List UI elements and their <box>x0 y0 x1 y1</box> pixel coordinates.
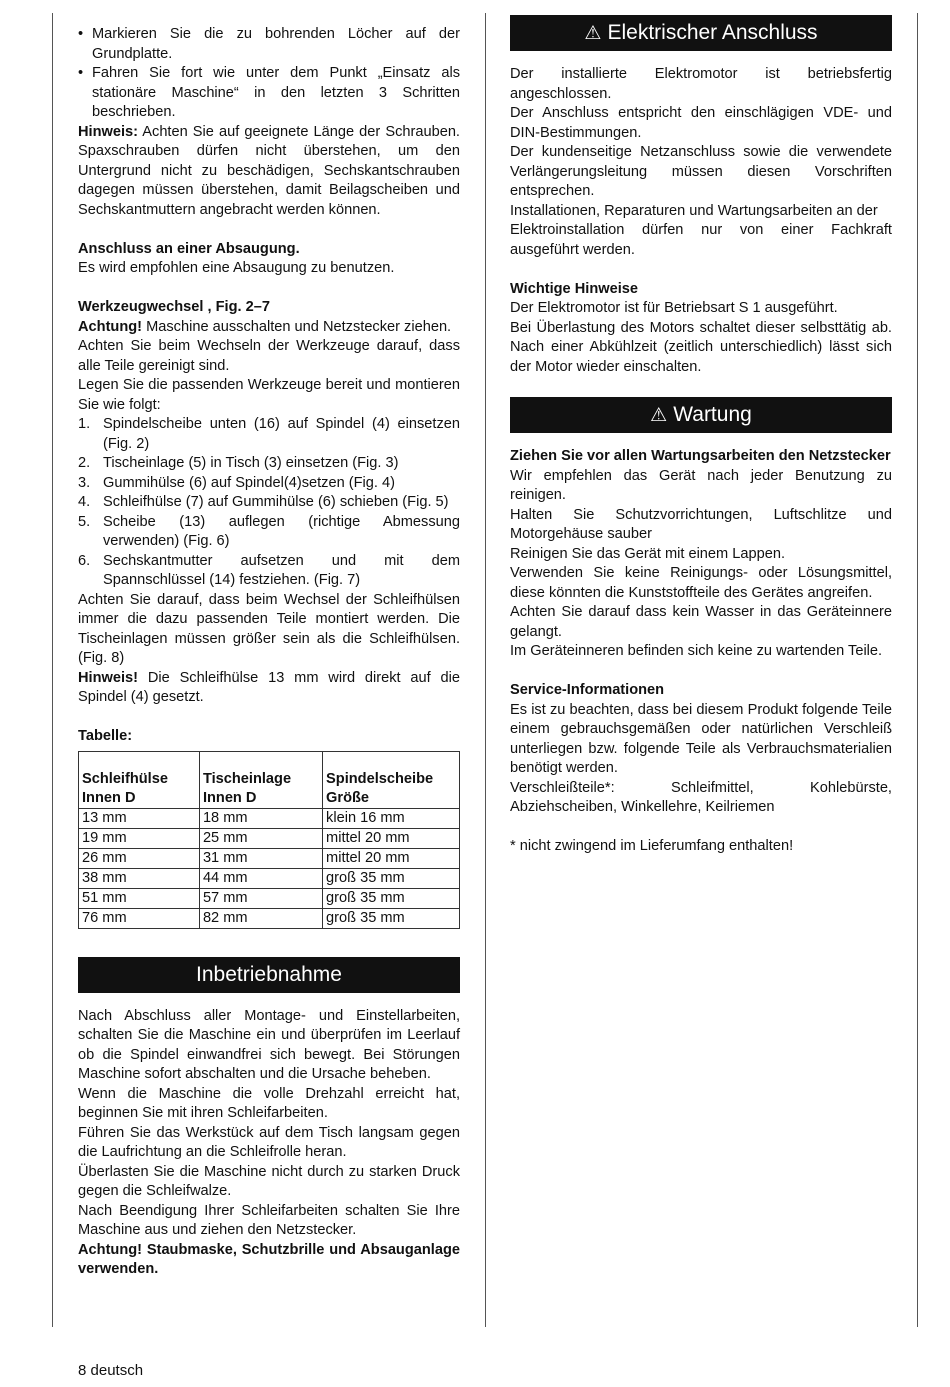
left-column <box>78 25 460 1280</box>
achtung-text: Maschine ausschalten und Netzstecker ziehen. <box>142 318 452 335</box>
warning-icon: ⚠ <box>584 23 602 44</box>
paragraph: Überlasten Sie die Maschine nicht durch zu starken Druck gegen die Schleifwalze. <box>78 1163 460 1199</box>
paragraph: Der Elektromotor ist für Betriebsart S 1 ausgeführt. <box>510 300 838 316</box>
table-row <box>79 868 460 888</box>
table-row <box>79 848 460 868</box>
table-cell: 13 mm <box>79 808 200 828</box>
paragraph: Achten Sie darauf, dass beim Wechsel der Schleifhülsen immer die dazu passenden Teile montiert werden. Die Tischeinlagen müssen größer sein als die Schleifhülsen. (Fig. 8) <box>78 591 460 666</box>
table-cell: 57 mm <box>199 888 322 908</box>
paragraph: Achten Sie darauf dass kein Wasser in das Geräteinnere gelangt. <box>510 604 892 640</box>
paragraph: Es ist zu beachten, dass bei diesem Produkt folgende Teile einem gebrauchsgemäßen oder natürlichen Verschleiß unterliegen bzw. folgende Teile als Verbrauchsmaterialien benötigt werden. <box>510 701 892 776</box>
section-heading-werkzeugwechsel: Werkzeugwechsel , Fig. 2–7 <box>78 299 270 315</box>
warning-icon: ⚠ <box>650 405 668 426</box>
table-cell: 51 mm <box>79 888 200 908</box>
section-banner-wartung <box>510 397 892 433</box>
achtung-label: Achtung! <box>78 318 143 335</box>
paragraph: Nach Abschluss aller Montage- und Einstellarbeiten, schalten Sie die Maschine ein und überprüfen im Leerlauf ob die Spindel einwandfrei sich bewegt. Bei Störungen Maschine sofort abschalten und die Ursache beheben. <box>78 1007 460 1082</box>
list-item <box>78 493 460 513</box>
step-text: Sechskantmutter aufsetzen und mit dem Spannschlüssel (14) festziehen. (Fig. 7) <box>103 552 460 588</box>
list-item <box>78 454 460 474</box>
table-cell: 38 mm <box>79 868 200 888</box>
paragraph: Verschleißteile*: Schleifmittel, Kohlebürste, Abziehscheiben, Winkellehre, Keilriemen <box>510 779 892 815</box>
step-text: Spindelscheibe unten (16) auf Spindel (4) einsetzen (Fig. 2) <box>103 416 460 452</box>
table-cell: mittel 20 mm <box>323 848 460 868</box>
list-item <box>78 474 460 494</box>
paragraph: Achten Sie beim Wechseln der Werkzeuge darauf, dass alle Teile gereinigt sind. <box>78 338 460 374</box>
section-heading-absaugung: Anschluss an einer Absaugung. <box>78 240 300 257</box>
size-table <box>78 751 460 929</box>
right-margin-rule <box>917 13 918 1327</box>
step-number: 4. <box>78 494 91 510</box>
table-cell: 25 mm <box>199 828 322 848</box>
table-row <box>79 888 460 908</box>
section-heading-service: Service-Informationen <box>510 682 665 698</box>
paragraph: Wenn die Maschine die volle Drehzahl erreicht hat, beginnen Sie mit ihren Schleifarbeiten. <box>78 1085 460 1121</box>
step-number: 5. <box>78 513 91 530</box>
footnote: * nicht zwingend im Lieferumfang enthalten! <box>510 838 794 854</box>
list-item: • Markieren Sie die zu bohrenden Löcher auf der Grundplatte. <box>78 25 460 64</box>
list-item: • Fahren Sie fort wie unter dem Punkt „Einsatz als stationäre Maschine“ in den letzten 3 Schritten beschrieben. <box>78 64 460 123</box>
list-item <box>78 513 460 552</box>
list-item <box>78 415 460 454</box>
step-number: 6. <box>78 552 91 569</box>
section-banner-inbetriebnahme: Inbetriebnahme <box>78 957 460 993</box>
right-column <box>510 15 892 857</box>
hinweis-text: Die Schleifhülse 13 mm wird direkt auf die Spindel (4) gesetzt. <box>78 669 460 705</box>
step-text: Tischeinlage (5) in Tisch (3) einsetzen (Fig. 3) <box>103 455 399 471</box>
paragraph: Der Anschluss entspricht den einschlägigen VDE- und DIN-Bestimmungen. <box>510 105 892 141</box>
paragraph: Der kundenseitige Netzanschluss sowie die verwendete Verlängerungsleitung müssen diesen Vorschriften entsprechen. <box>510 144 892 199</box>
step-number: 2. <box>78 455 91 471</box>
paragraph: Installationen, Reparaturen und Wartungsarbeiten an der <box>510 202 878 219</box>
bullet-list <box>78 25 460 123</box>
paragraph: Elektroinstallation dürfen nur von einer Fachkraft ausgeführt werden. <box>510 222 892 258</box>
page-footer: 8 deutsch <box>78 1362 144 1379</box>
hinweis-paragraph <box>78 669 460 708</box>
list-item <box>78 552 460 591</box>
table-row <box>79 908 460 928</box>
table-label: Tabelle: <box>78 728 133 744</box>
section-heading-wichtige-hinweise: Wichtige Hinweise <box>510 280 638 297</box>
hinweis-text: Achten Sie auf geeignete Länge der Schrauben. Spaxschrauben dürfen nicht überstehen, um den Untergrund nicht zu beschädigen, Sechskantschrauben dagegen müssen überstehen, damit Beilagscheiben und Sechskantmuttern angebracht werden können. <box>78 123 460 218</box>
hinweis-paragraph <box>78 123 460 221</box>
paragraph: Reinigen Sie das Gerät mit einem Lappen. <box>510 545 786 562</box>
table-cell: 18 mm <box>199 808 322 828</box>
table-cell: 44 mm <box>199 868 322 888</box>
hinweis-label: Hinweis: <box>78 123 139 140</box>
paragraph: Bei Überlastung des Motors schaltet dieser selbsttätig ab. Nach einer Abkühlzeit (zeitlich unterschiedlich) lässt sich der Motor wieder einschalten. <box>510 319 892 375</box>
table-cell: 76 mm <box>79 908 200 928</box>
table-row <box>79 828 460 848</box>
table-cell: klein 16 mm <box>323 808 460 828</box>
step-text: Schleifhülse (7) auf Gummihülse (6) schieben (Fig. 5) <box>103 494 449 510</box>
table-cell: 26 mm <box>79 848 200 868</box>
table-row <box>79 808 460 828</box>
hinweis-label: Hinweis! <box>78 669 139 686</box>
warning-paragraph: Achtung! Staubmaske, Schutzbrille und Absauganlage verwenden. <box>78 1241 460 1277</box>
paragraph: Der installierte Elektromotor ist betriebsfertig angeschlossen. <box>510 66 892 102</box>
step-number: 1. <box>78 416 91 432</box>
step-text: Gummihülse (6) auf Spindel(4)setzen (Fig. 4) <box>103 474 395 491</box>
banner-title: Wartung <box>673 403 752 426</box>
table-cell: 82 mm <box>199 908 322 928</box>
table-header-cell: Schleifhülse Innen D <box>79 751 200 808</box>
table-cell: mittel 20 mm <box>323 828 460 848</box>
paragraph: Halten Sie Schutzvorrichtungen, Luftschlitze und Motorgehäuse sauber <box>510 506 892 542</box>
section-banner-elektrischer-anschluss <box>510 15 892 51</box>
table-cell: groß 35 mm <box>323 908 460 928</box>
table-header-row <box>79 751 460 808</box>
table-cell: groß 35 mm <box>323 888 460 908</box>
step-number: 3. <box>78 474 91 491</box>
paragraph: Im Geräteinneren befinden sich keine zu wartenden Teile. <box>510 643 883 659</box>
achtung-paragraph <box>78 318 460 338</box>
paragraph: Verwenden Sie keine Reinigungs- oder Lösungsmittel, diese könnten die Kunststoffteile des Gerätes angreifen. <box>510 565 892 601</box>
table-header-cell: Spindelscheibe Größe <box>323 751 460 808</box>
paragraph: Es wird empfohlen eine Absaugung zu benutzen. <box>78 260 395 276</box>
center-column-rule <box>485 13 486 1327</box>
step-text: Scheibe (13) auflegen (richtige Abmessung verwenden) (Fig. 6) <box>103 513 460 549</box>
table-cell: 19 mm <box>79 828 200 848</box>
table-cell: 31 mm <box>199 848 322 868</box>
section-heading-wartung: Ziehen Sie vor allen Wartungsarbeiten den Netzstecker <box>510 448 891 464</box>
paragraph: Führen Sie das Werkstück auf dem Tisch langsam gegen die Laufrichtung an die Schleifrolle heran. <box>78 1124 460 1160</box>
banner-title: Elektrischer Anschluss <box>607 21 818 44</box>
paragraph: Wir empfehlen das Gerät nach jeder Benutzung zu reinigen. <box>510 467 892 503</box>
left-margin-rule <box>52 13 53 1327</box>
paragraph: Nach Beendigung Ihrer Schleifarbeiten schalten Sie Ihre Maschine aus und ziehen den Netzstecker. <box>78 1202 460 1238</box>
table-header-cell: Tischeinlage Innen D <box>199 751 322 808</box>
paragraph: Legen Sie die passenden Werkzeuge bereit und montieren Sie wie folgt: <box>78 377 460 413</box>
steps-list <box>78 415 460 591</box>
table-cell: groß 35 mm <box>323 868 460 888</box>
